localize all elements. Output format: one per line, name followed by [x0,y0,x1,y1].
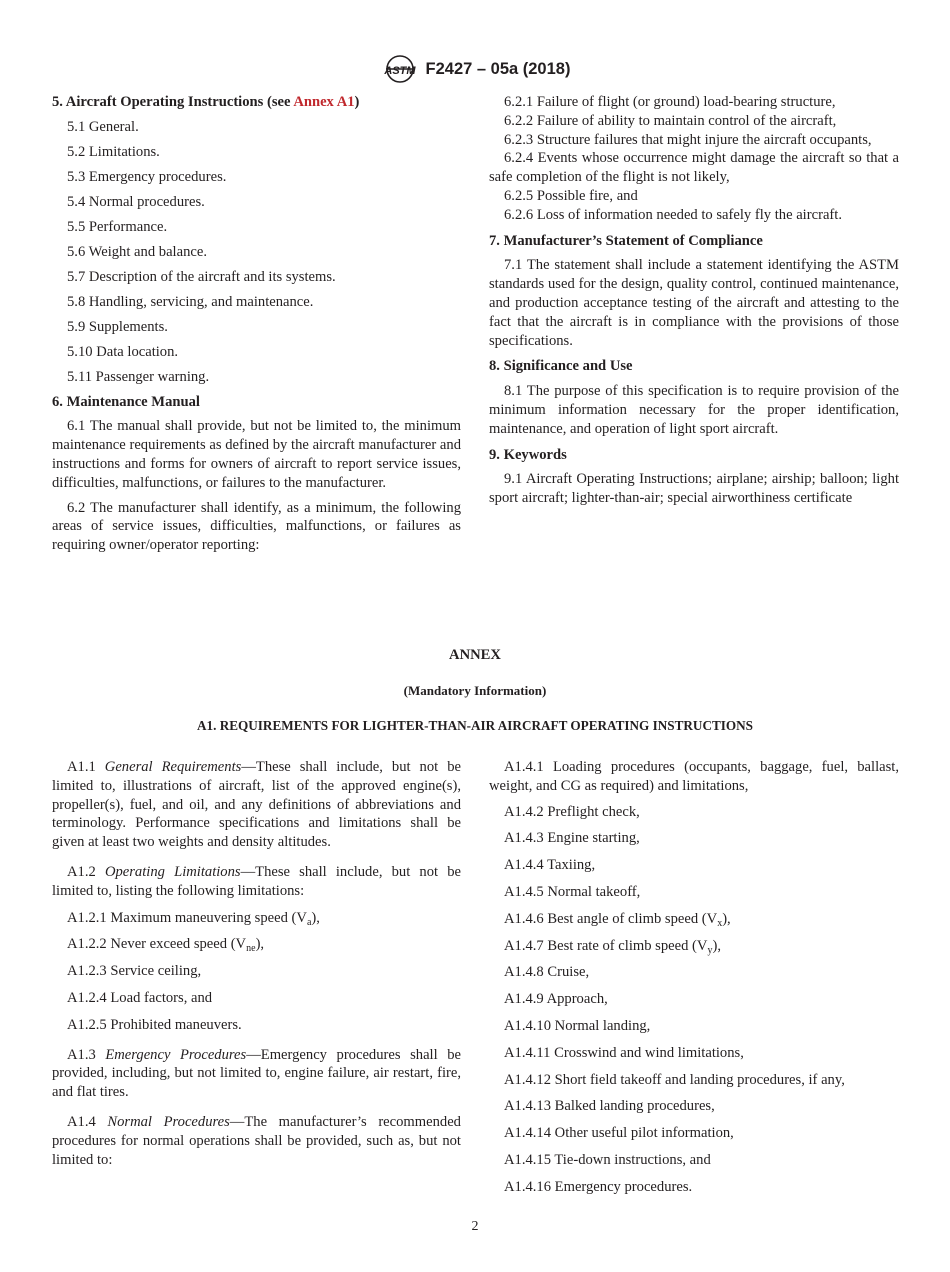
a1-4-7-subscript: y [707,944,713,956]
a1-4-7-text: A1.4.7 Best rate of climb speed (V [504,937,708,954]
list-item: 5.10 Data location. [67,343,179,360]
a1-2-2-text: A1.2.2 Never exceed speed (V [67,936,247,953]
paragraph-7-1: 7.1 The statement shall include a statement identifying the ASTM standards used for the design, quality control, continued maintenance, and production acceptance testing of the aircraft and attesting to the fact that the aircraft is in compliance with the provisions of those specifications. [489,257,899,349]
paragraph-6-2: 6.2 The manufacturer shall identify, as a minimum, the following areas of service issues, difficulties, malfunctions, or failures as requiring owner/operator reporting: [52,499,461,554]
section-5-heading-text: 5. Aircraft Operating Instructions (see [52,94,294,110]
a1-4-title: Normal Procedures [107,1113,230,1130]
list-item: A1.4.1 Loading procedures (occupants, baggage, fuel, ballast, weight, and CG as required) and limitations, [489,759,899,794]
a1-2-2-suffix: ), [255,936,265,953]
paragraph-8-1: 8.1 The purpose of this specification is to require provision of the minimum information necessary for the proper identification, maintenance, and operation of light sport aircraft. [489,383,899,437]
a1-2-1-subscript: a [306,916,312,928]
list-item: A1.4.16 Emergency procedures. [504,1178,693,1195]
list-item: A1.4.11 Crosswind and wind limitations, [504,1044,744,1061]
list-item: 5.1 General. [67,118,139,135]
section-6-heading: 6. Maintenance Manual [52,393,200,410]
a1-4-6-subscript: x [717,917,723,929]
list-item: 5.5 Performance. [67,218,168,235]
list-item [52,909,461,928]
a1-1-title: General Requirements [104,759,242,775]
a1-3-number: A1.3 [67,1046,106,1063]
section-5-heading [52,93,461,112]
list-item [489,910,899,929]
list-item: A1.4.15 Tie-down instructions, and [504,1151,711,1168]
paragraph-9-1: 9.1 Aircraft Operating Instructions; airplane; airship; balloon; light sport aircraft; lighter-than-air; special airworthiness certificate [489,471,899,507]
astm-logo-icon [380,54,420,84]
list-item: A1.2.4 Load factors, and [67,989,213,1006]
section-9-heading: 9. Keywords [489,446,567,463]
list-item: 5.6 Weight and balance. [67,243,207,260]
list-item [52,935,461,954]
list-item: 5.3 Emergency procedures. [67,168,227,185]
section-5-list [52,118,461,387]
svg-text:ASTM: ASTM [383,65,416,77]
a1-1-text: —These shall include, but not be limited to, illustrations of aircraft, list of the approved engine(s), propeller(s), fuel, and oil, and any definitions of abbreviations and terminology. Performance specifications and limitations shall be given at least two weights and density altitudes. [52,759,461,851]
paragraph-a1-3 [52,1046,461,1102]
annex-a1-link[interactable]: Annex A1 [293,94,355,110]
list-item: 5.4 Normal procedures. [67,193,205,210]
list-item: A1.2.5 Prohibited maneuvers. [67,1016,242,1033]
page-number: 2 [471,1219,479,1234]
list-item: A1.4.10 Normal landing, [504,1017,651,1034]
section-7-heading: 7. Manufacturer’s Statement of Compliance [489,232,763,249]
page-header [0,54,950,84]
section-8-heading: 8. Significance and Use [489,358,633,375]
list-item: 5.8 Handling, servicing, and maintenance. [67,293,314,310]
list-item: 5.9 Supplements. [67,318,168,335]
list-item: A1.4.13 Balked landing procedures, [504,1098,715,1115]
a1-2-list [52,909,461,1035]
a1-2-title: Operating Limitations [104,863,241,880]
left-column-annex [52,758,461,1169]
list-item: 5.7 Description of the aircraft and its systems. [67,268,336,285]
list-item: 6.2.6 Loss of information needed to safely fly the aircraft. [504,206,842,223]
list-item: A1.4.12 Short field takeoff and landing procedures, if any, [504,1071,845,1088]
list-item: 6.2.4 Events whose occurrence might damage the aircraft so that a safe completion of the flight is not likely, [489,150,899,186]
a1-4-text: —The manufacturer’s recommended procedures for normal operations shall be provided, such as, but not limited to: [52,1113,461,1168]
list-item: A1.4.8 Cruise, [504,964,590,981]
list-item: A1.4.5 Normal takeoff, [504,883,641,900]
list-item: 6.2.2 Failure of ability to maintain control of the aircraft, [504,112,837,129]
a1-3-title: Emergency Procedures [105,1046,247,1063]
list-item: A1.4.2 Preflight check, [504,803,640,820]
list-item: 6.2.1 Failure of flight (or ground) load-bearing structure, [504,94,836,110]
a1-3-text: —Emergency procedures shall be provided, including, but not limited to, engine failure, air restart, fire, and flat tires. [52,1046,461,1101]
a1-2-1-text: A1.2.1 Maximum maneuvering speed (V [67,909,307,926]
a1-1-number: A1.1 [67,759,105,775]
a1-2-1-suffix: ), [311,909,320,926]
paragraph-a1-1 [52,758,461,852]
a1-4-6-suffix: ), [722,910,731,927]
list-item [489,937,899,956]
list-item: A1.4.4 Taxiing, [504,857,596,874]
list-item: 5.2 Limitations. [67,143,160,160]
a1-2-text: —These shall include, but not be limited to, listing the following limitations: [52,863,461,899]
a1-4-6-text: A1.4.6 Best angle of climb speed (V [504,910,718,927]
list-item: 6.2.3 Structure failures that might injure the aircraft occupants, [504,131,872,148]
document-id: F2427 – 05a (2018) [425,59,571,78]
a1-2-2-subscript: ne [246,943,256,955]
right-column-annex [489,758,899,1205]
paragraph-a1-4 [52,1113,461,1169]
annex-heading: A1. REQUIREMENTS FOR LIGHTER-THAN-AIR AIRCRAFT OPERATING INSTRUCTIONS [196,718,754,733]
a1-4-7-suffix: ), [712,937,721,954]
list-item: 5.11 Passenger warning. [67,368,210,385]
list-item: A1.2.3 Service ceiling, [67,963,202,980]
list-item: A1.4.14 Other useful pilot information, [504,1125,734,1142]
paragraph-6-1: 6.1 The manual shall provide, but not be limited to, the minimum maintenance requirements as defined by the aircraft manufacturer and instructions and forms for owners of aircraft to report service issues, difficulties, malfunctions, or failures to the manufacturer. [52,418,461,491]
a1-2-number: A1.2 [67,863,105,880]
section-5-heading-suffix: ) [354,94,360,110]
a1-4-number: A1.4 [67,1113,108,1130]
annex-title: ANNEX [449,647,501,663]
annex-subtitle: (Mandatory Information) [403,683,547,698]
list-item: 6.2.5 Possible fire, and [504,187,638,204]
paragraph-a1-2 [52,863,461,901]
right-column-top [489,93,899,508]
list-item: A1.4.9 Approach, [504,991,608,1008]
list-item: A1.4.3 Engine starting, [504,830,640,847]
left-column-top [52,93,461,555]
